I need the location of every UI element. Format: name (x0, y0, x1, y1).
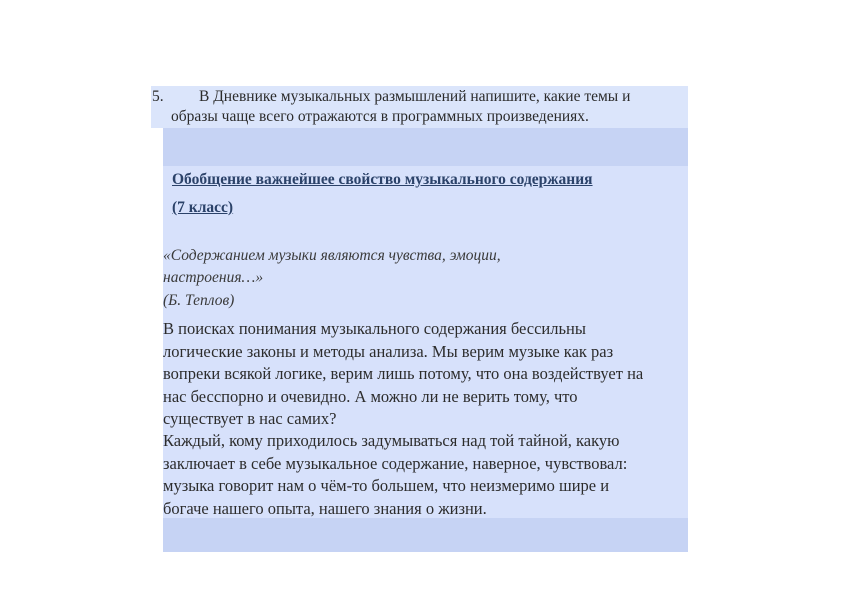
card-top-band (163, 128, 688, 166)
paragraph-1-line: логические законы и методы анализа. Мы верим музыке как раз (163, 341, 614, 361)
card-title: Обобщение важнейшее свойство музыкального содержания (172, 171, 593, 188)
paragraph-1-line: существует в нас самих? (163, 409, 337, 428)
lesson-card (163, 128, 688, 552)
paragraph-1-line: вопреки всякой логике, верим лишь потому, что она воздействует на (163, 364, 644, 383)
quote-line-1: «Содержанием музыки являются чувства, эмоции, (163, 247, 501, 264)
paragraph-2-line: музыка говорит нам о чём-то большем, что неизмеримо шире и (163, 476, 610, 495)
task-text-line-1: В Дневнике музыкальных размышлений напишите, какие темы и (199, 88, 631, 105)
paragraph-1-line: нас бесспорно и очевидно. А можно ли не верить тому, что (163, 386, 578, 406)
paragraph-1 (163, 318, 643, 431)
paragraph-2-line: Каждый, кому приходилось задумываться над той тайной, какую (163, 431, 620, 450)
paragraph-1-line: В поисках понимания музыкального содержания бессильны (163, 319, 586, 338)
paragraph-2-line: заключает в себе музыкальное содержание, наверное, чувствовал: (163, 453, 628, 473)
task-number: 5. (152, 88, 164, 105)
quote-author: (Б. Теплов) (163, 292, 235, 309)
paragraph-2-line: богаче нашего опыта, нашего знания о жизни. (163, 498, 487, 518)
card-bottom-band (163, 518, 688, 552)
card-grade: (7 класс) (172, 199, 234, 216)
paragraph-2 (163, 430, 627, 520)
quote-line-2: настроения…» (163, 269, 264, 286)
task-text-line-2: образы чаще всего отражаются в программных произведениях. (171, 108, 589, 125)
